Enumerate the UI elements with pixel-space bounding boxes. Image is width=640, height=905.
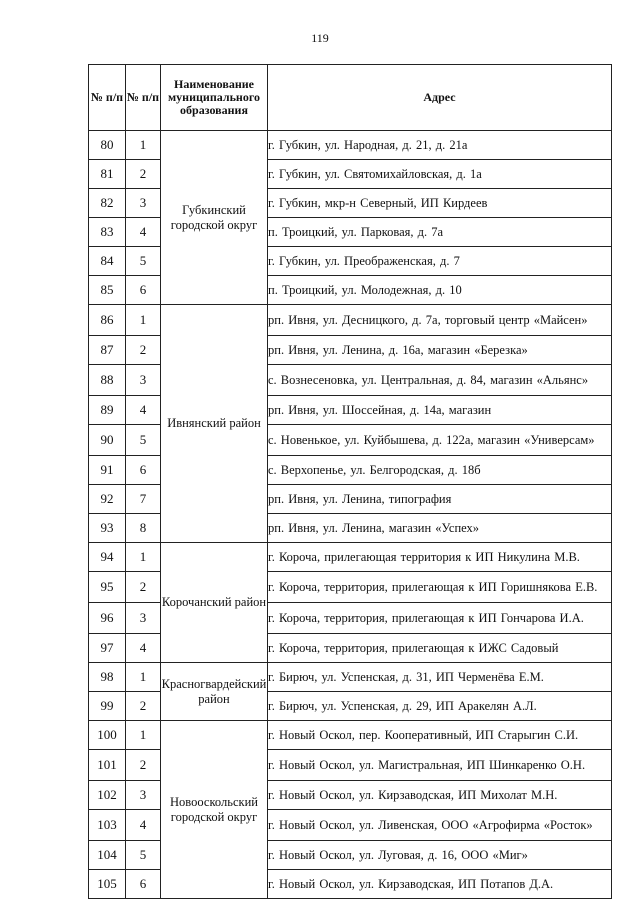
- row-sub-number: 3: [126, 365, 161, 396]
- row-number: 80: [89, 131, 126, 160]
- address-cell: с. Новенькое, ул. Куйбышева, д. 122а, магазин «Универсам»: [268, 425, 612, 456]
- header-address: Адрес: [268, 65, 612, 131]
- row-sub-number: 6: [126, 276, 161, 305]
- row-sub-number: 4: [126, 810, 161, 841]
- row-sub-number: 5: [126, 247, 161, 276]
- address-cell: п. Троицкий, ул. Парковая, д. 7а: [268, 218, 612, 247]
- address-cell: г. Короча, прилегающая территория к ИП Никулина М.В.: [268, 543, 612, 572]
- row-sub-number: 5: [126, 425, 161, 456]
- row-sub-number: 7: [126, 485, 161, 514]
- row-sub-number: 2: [126, 750, 161, 781]
- address-cell: г. Губкин, ул. Преображенская, д. 7: [268, 247, 612, 276]
- row-sub-number: 2: [126, 336, 161, 365]
- row-number: 103: [89, 810, 126, 841]
- address-cell: г. Губкин, мкр-н Северный, ИП Кирдеев: [268, 189, 612, 218]
- row-sub-number: 4: [126, 218, 161, 247]
- row-number: 85: [89, 276, 126, 305]
- address-cell: г. Бирюч, ул. Успенская, д. 31, ИП Черменёва Е.М.: [268, 663, 612, 692]
- row-number: 84: [89, 247, 126, 276]
- address-cell: п. Троицкий, ул. Молодежная, д. 10: [268, 276, 612, 305]
- address-cell: рп. Ивня, ул. Десницкого, д. 7а, торговый центр «Майсен»: [268, 305, 612, 336]
- row-number: 90: [89, 425, 126, 456]
- row-sub-number: 2: [126, 692, 161, 721]
- row-sub-number: 3: [126, 189, 161, 218]
- address-cell: г. Новый Оскол, ул. Кирзаводская, ИП Потапов Д.А.: [268, 870, 612, 899]
- row-number: 89: [89, 396, 126, 425]
- row-number: 102: [89, 781, 126, 810]
- address-table: [88, 64, 612, 899]
- row-number: 99: [89, 692, 126, 721]
- table-row: [89, 305, 612, 336]
- address-cell: г. Новый Оскол, пер. Кооперативный, ИП Старыгин С.И.: [268, 721, 612, 750]
- header-row: [89, 65, 612, 131]
- row-sub-number: 1: [126, 663, 161, 692]
- row-number: 95: [89, 572, 126, 603]
- row-sub-number: 1: [126, 721, 161, 750]
- municipality-name: Ивнянский район: [161, 305, 268, 543]
- row-number: 82: [89, 189, 126, 218]
- row-number: 100: [89, 721, 126, 750]
- row-sub-number: 2: [126, 572, 161, 603]
- row-number: 93: [89, 514, 126, 543]
- address-cell: г. Новый Оскол, ул. Ливенская, ООО «Агрофирма «Росток»: [268, 810, 612, 841]
- row-number: 101: [89, 750, 126, 781]
- table-row: [89, 663, 612, 692]
- address-cell: г. Новый Оскол, ул. Магистральная, ИП Шинкаренко О.Н.: [268, 750, 612, 781]
- address-cell: рп. Ивня, ул. Ленина, д. 16а, магазин «Березка»: [268, 336, 612, 365]
- row-number: 81: [89, 160, 126, 189]
- row-sub-number: 6: [126, 870, 161, 899]
- row-number: 91: [89, 456, 126, 485]
- header-municipality: Наименование муниципального образования: [161, 65, 268, 131]
- row-number: 92: [89, 485, 126, 514]
- row-sub-number: 6: [126, 456, 161, 485]
- row-number: 98: [89, 663, 126, 692]
- row-number: 105: [89, 870, 126, 899]
- row-number: 96: [89, 603, 126, 634]
- municipality-name: Новооскольский городской округ: [161, 721, 268, 899]
- row-sub-number: 1: [126, 131, 161, 160]
- header-sub-index: № п/п: [126, 65, 161, 131]
- address-cell: г. Губкин, ул. Народная, д. 21, д. 21а: [268, 131, 612, 160]
- row-number: 87: [89, 336, 126, 365]
- address-cell: г. Бирюч, ул. Успенская, д. 29, ИП Аракелян А.Л.: [268, 692, 612, 721]
- address-cell: с. Верхопенье, ул. Белгородская, д. 18б: [268, 456, 612, 485]
- address-cell: г. Губкин, ул. Святомихайловская, д. 1а: [268, 160, 612, 189]
- address-cell: г. Новый Оскол, ул. Луговая, д. 16, ООО «Миг»: [268, 841, 612, 870]
- address-cell: рп. Ивня, ул. Ленина, магазин «Успех»: [268, 514, 612, 543]
- address-cell: г. Короча, территория, прилегающая к ИП Горишнякова Е.В.: [268, 572, 612, 603]
- table-row: [89, 131, 612, 160]
- row-number: 97: [89, 634, 126, 663]
- row-number: 94: [89, 543, 126, 572]
- address-cell: г. Короча, территория, прилегающая к ИП Гончарова И.А.: [268, 603, 612, 634]
- row-sub-number: 8: [126, 514, 161, 543]
- page-number: 119: [311, 31, 329, 45]
- row-sub-number: 5: [126, 841, 161, 870]
- row-number: 88: [89, 365, 126, 396]
- table-row: [89, 721, 612, 750]
- address-cell: рп. Ивня, ул. Шоссейная, д. 14а, магазин: [268, 396, 612, 425]
- row-sub-number: 4: [126, 396, 161, 425]
- municipality-name: Корочанский район: [161, 543, 268, 663]
- row-number: 86: [89, 305, 126, 336]
- row-sub-number: 3: [126, 603, 161, 634]
- table-row: [89, 543, 612, 572]
- address-cell: рп. Ивня, ул. Ленина, типография: [268, 485, 612, 514]
- row-sub-number: 2: [126, 160, 161, 189]
- header-index: № п/п: [89, 65, 126, 131]
- table-body: [89, 131, 612, 899]
- address-cell: г. Новый Оскол, ул. Кирзаводская, ИП Михолат М.Н.: [268, 781, 612, 810]
- municipality-name: Красногвардейский район: [161, 663, 268, 721]
- municipality-name: Губкинский городской округ: [161, 131, 268, 305]
- row-number: 83: [89, 218, 126, 247]
- row-sub-number: 4: [126, 634, 161, 663]
- row-sub-number: 1: [126, 305, 161, 336]
- address-cell: г. Короча, территория, прилегающая к ИЖС Садовый: [268, 634, 612, 663]
- address-cell: с. Вознесеновка, ул. Центральная, д. 84, магазин «Альянс»: [268, 365, 612, 396]
- row-sub-number: 3: [126, 781, 161, 810]
- row-number: 104: [89, 841, 126, 870]
- row-sub-number: 1: [126, 543, 161, 572]
